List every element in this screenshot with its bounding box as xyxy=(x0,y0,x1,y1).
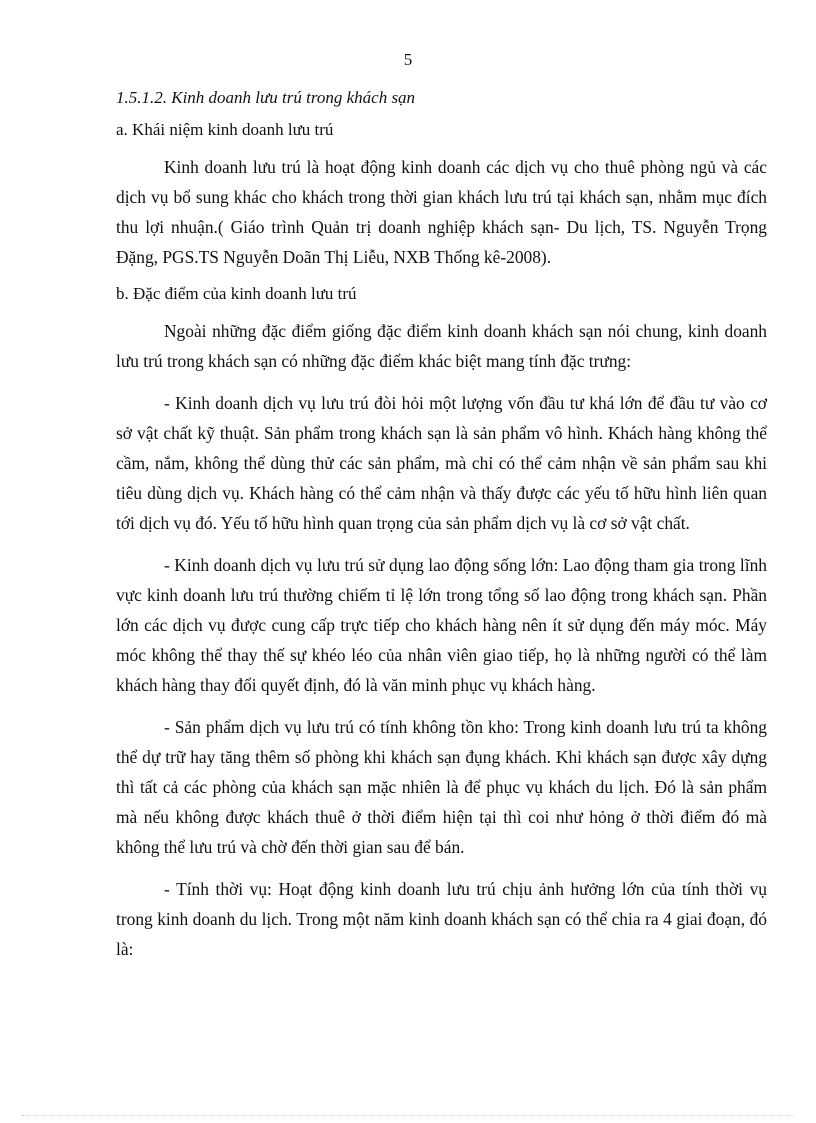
section-heading: 1.5.1.2. Kinh doanh lưu trú trong khách sạn xyxy=(116,88,416,107)
subheading-b: b. Đặc điểm của kinh doanh lưu trú xyxy=(116,284,357,303)
subheading-a: a. Khái niệm kinh doanh lưu trú xyxy=(116,120,334,139)
bullet-paragraph: - Kinh doanh dịch vụ lưu trú sử dụng lao động sống lớn: Lao động tham gia trong lĩnh vực kinh doanh lưu trú thường chiếm tỉ lệ lớn trong tổng số lao động trong khách sạn. Phần lớn các dịch vụ được cung cấp trực tiếp cho khách hàng nên ít sử dụng đến máy móc. Máy móc không thể thay thế sự khéo léo của nhân viên giao tiếp, họ là những người có thể làm khách hàng thay đổi quyết định, đó là văn minh phục vụ khách hàng. xyxy=(116,555,767,695)
paragraph-definition: Kinh doanh lưu trú là hoạt động kinh doanh các dịch vụ cho thuê phòng ngủ và các dịch vụ bổ sung khác cho khách trong thời gian khách lưu trú tại khách sạn, nhằm mục đích thu lợi nhuận.( Giáo trình Quản trị doanh nghiệp khách sạn- Du lịch, TS. Nguyễn Trọng Đặng, PGS.TS Nguyễn Doãn Thị Liễu, NXB Thống kê-2008). xyxy=(116,157,767,267)
bullet-paragraph: - Sản phẩm dịch vụ lưu trú có tính không tồn kho: Trong kinh doanh lưu trú ta không thể dự trữ hay tăng thêm số phòng khi khách sạn đụng khách. Khi khách sạn được xây dựng thì tất cả các phòng của khách sạn mặc nhiên là để phục vụ khách du lịch. Đó là sản phẩm mà nếu không được khách thuê ở thời điểm hiện tại thì coi như hỏng ở thời điểm đó mà không thể lưu trú và chờ đến thời gian sau để bán. xyxy=(116,717,767,857)
page-bottom-divider xyxy=(22,1115,794,1116)
page-number: 5 xyxy=(403,50,413,69)
bullet-paragraph: - Kinh doanh dịch vụ lưu trú đòi hỏi một lượng vốn đầu tư khá lớn để đầu tư vào cơ sở vật chất kỹ thuật. Sản phẩm trong khách sạn là sản phẩm vô hình. Khách hàng không thể cầm, nắm, không thể dùng thử các sản phẩm, mà chỉ có thể cảm nhận về sản phẩm sau khi tiêu dùng dịch vụ. Khách hàng có thể cảm nhận và thấy được các yếu tố hữu hình liên quan tới dịch vụ đó. Yếu tố hữu hình quan trọng của sản phẩm dịch vụ là cơ sở vật chất. xyxy=(116,393,767,533)
document-body xyxy=(116,88,767,976)
paragraph-intro: Ngoài những đặc điểm giống đặc điểm kinh doanh khách sạn nói chung, kinh doanh lưu trú trong khách sạn có những đặc điểm khác biệt mang tính đặc trưng: xyxy=(116,321,767,371)
bullet-paragraph: - Tính thời vụ: Hoạt động kinh doanh lưu trú chịu ảnh hưởng lớn của tính thời vụ trong kinh doanh du lịch. Trong một năm kinh doanh khách sạn có thể chia ra 4 giai đoạn, đó là: xyxy=(116,879,767,959)
